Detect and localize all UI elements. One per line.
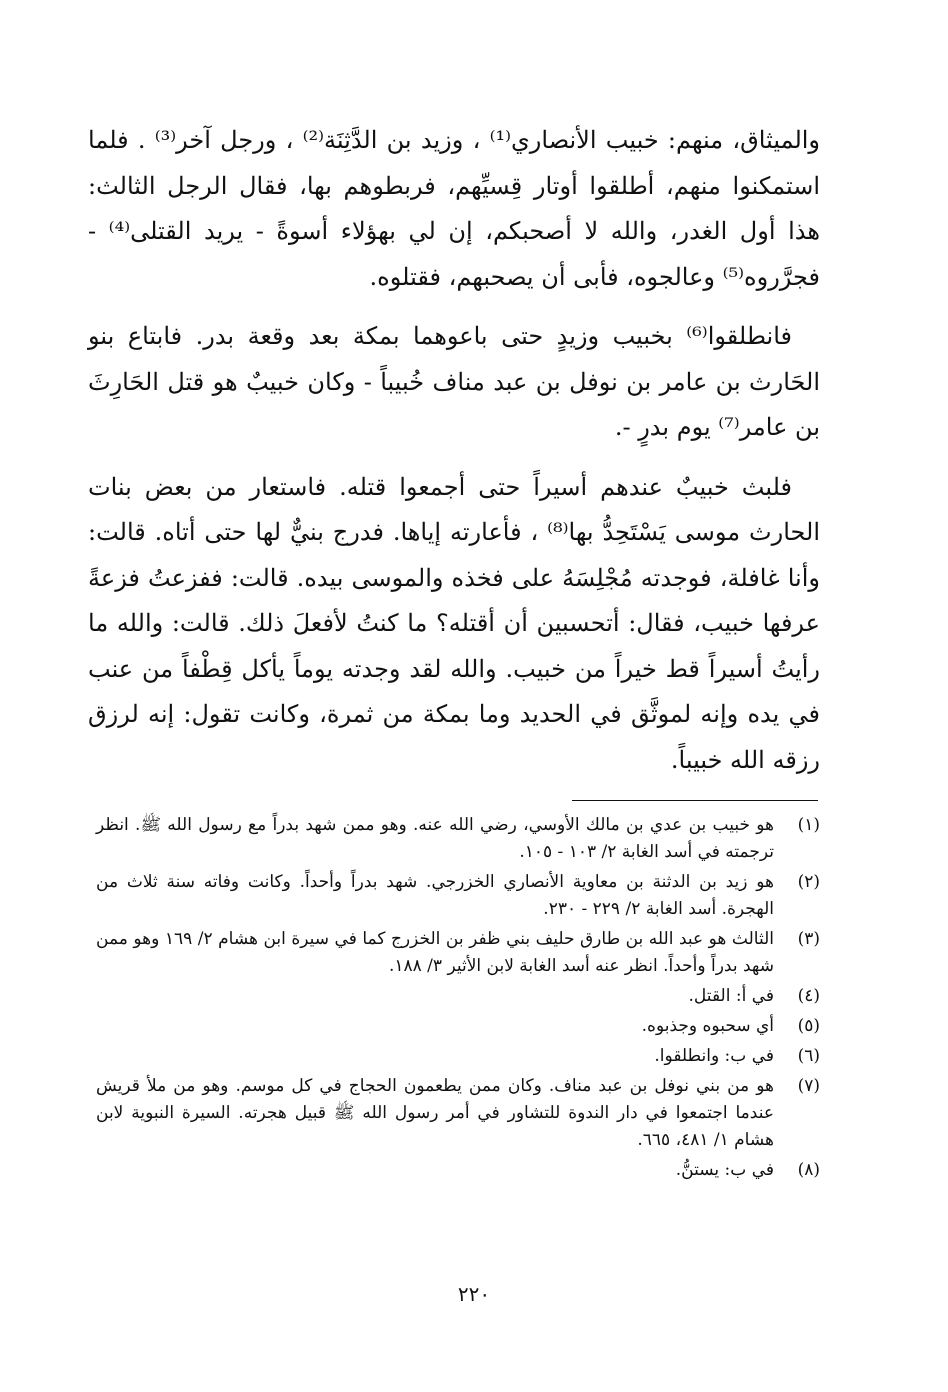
page-number: ٢٢٠: [457, 1282, 491, 1306]
footnote-8: [96, 1157, 820, 1184]
footnote-number: (٨): [797, 1160, 820, 1180]
footnote-3: [96, 926, 820, 980]
footnote-text: هو من بني نوفل بن عبد مناف. وكان ممن يطعمون الحجاج في كل موسم. وهو من ملأ قريش عندما اجتمعوا في دار الندوة للتشاور في أمر رسول الله ﷺ قبيل هجرته. السيرة النبوية لابن هشام ١/ ٤٨١، ٦٦٥.: [96, 1076, 774, 1150]
footnotes: [96, 812, 820, 1187]
footnote-text: أي سحبوه وجذبوه.: [641, 1016, 774, 1036]
footnote-text: هو زيد بن الدثنة بن معاوية الأنصاري الخزرجي. شهد بدراً وأحداً. وكانت وفاته سنة ثلاث من الهجرة. أسد الغابة ٢/ ٢٢٩ - ٢٣٠.: [96, 872, 774, 919]
footnote-text: في ب: يستنُّ.: [675, 1160, 774, 1180]
footnote-7: [96, 1073, 820, 1154]
main-text: [88, 118, 820, 797]
footnote-text: هو خبيب بن عدي بن مالك الأوسي، رضي الله عنه. وهو ممن شهد بدراً مع رسول الله ﷺ. انظر ترجمته في أسد الغابة ٢/ ١٠٣ - ١٠٥.: [96, 815, 774, 862]
footnote-text: الثالث هو عبد الله بن طارق حليف بني ظفر بن الخزرج كما في سيرة ابن هشام ٢/ ١٦٩ وهو ممن شهد بدراً وأحداً. انظر عنه أسد الغابة لابن الأثير ٣/ ١٨٨.: [96, 929, 774, 976]
footnote-number: (٥): [797, 1016, 820, 1036]
footnote-6: [96, 1043, 820, 1070]
footnote-number: (٤): [797, 986, 820, 1006]
paragraph-1: والميثاق، منهم: خبيب الأنصاري⁽¹⁾ ، وزيد بن الدَّثِنَة⁽²⁾ ، ورجل آخر⁽³⁾ . فلما استمكنوا منهم، أطلقوا أوتار قِسيِّهم، فربطوهم بها، فقال الرجل الثالث: هذا أول الغدر، والله لا أصحبكم، إن لي بهؤلاء أسوةً - يريد القتلى⁽⁴⁾ - فجرَّروه⁽⁵⁾ وعالجوه، فأبى أن يصحبهم، فقتلوه.: [88, 126, 821, 291]
footnote-2: [96, 869, 820, 923]
footnote-number: (٧): [797, 1076, 820, 1096]
footnote-number: (٣): [797, 929, 820, 949]
footnote-5: [96, 1013, 820, 1040]
footnote-text: في ب: وانطلقوا.: [654, 1046, 774, 1066]
footnote-1: [96, 812, 820, 866]
paragraph-2: فانطلقوا⁽⁶⁾ بخبيب وزيدٍ حتى باعوهما بمكة بعد وقعة بدر. فابتاع بنو الحَارث بن عامر بن نوفل بن عبد مناف خُبيباً - وكان خبيبٌ هو قتل الحَارِثَ بن عامر⁽⁷⁾ يوم بدرٍ -.: [88, 322, 820, 441]
paragraph-3: فلبث خبيبٌ عندهم أسيراً حتى أجمعوا قتله. فاستعار من بعض بنات الحارث موسى يَسْتَحِدُّ بها⁽⁸⁾ ، فأعارته إياها. فدرج بنيٌّ لها حتى أتاه. قالت: وأنا غافلة، فوجدته مُجْلِسَهُ على فخذه والموسى بيده. قالت: ففزعتُ فزعةً عرفها خبيب، فقال: أتحسبين أن أقتله؟ ما كنتُ لأفعلَ ذلك. قالت: والله ما رأيتُ أسيراً قط خيراً من خبيب. والله لقد وجدته يوماً يأكل قِطْفاً من عنب في يده وإنه لموثَّق في الحديد وما بمكة من ثمرة، وكانت تقول: إنه لرزق رزقه الله خبيباً.: [88, 472, 821, 774]
footnote-4: [96, 983, 820, 1010]
footnote-number: (١): [797, 815, 820, 835]
footnote-number: (٦): [797, 1046, 820, 1066]
footnote-separator: [572, 800, 818, 801]
footnote-number: (٢): [797, 872, 820, 892]
footnote-text: في أ: القتل.: [688, 986, 774, 1006]
